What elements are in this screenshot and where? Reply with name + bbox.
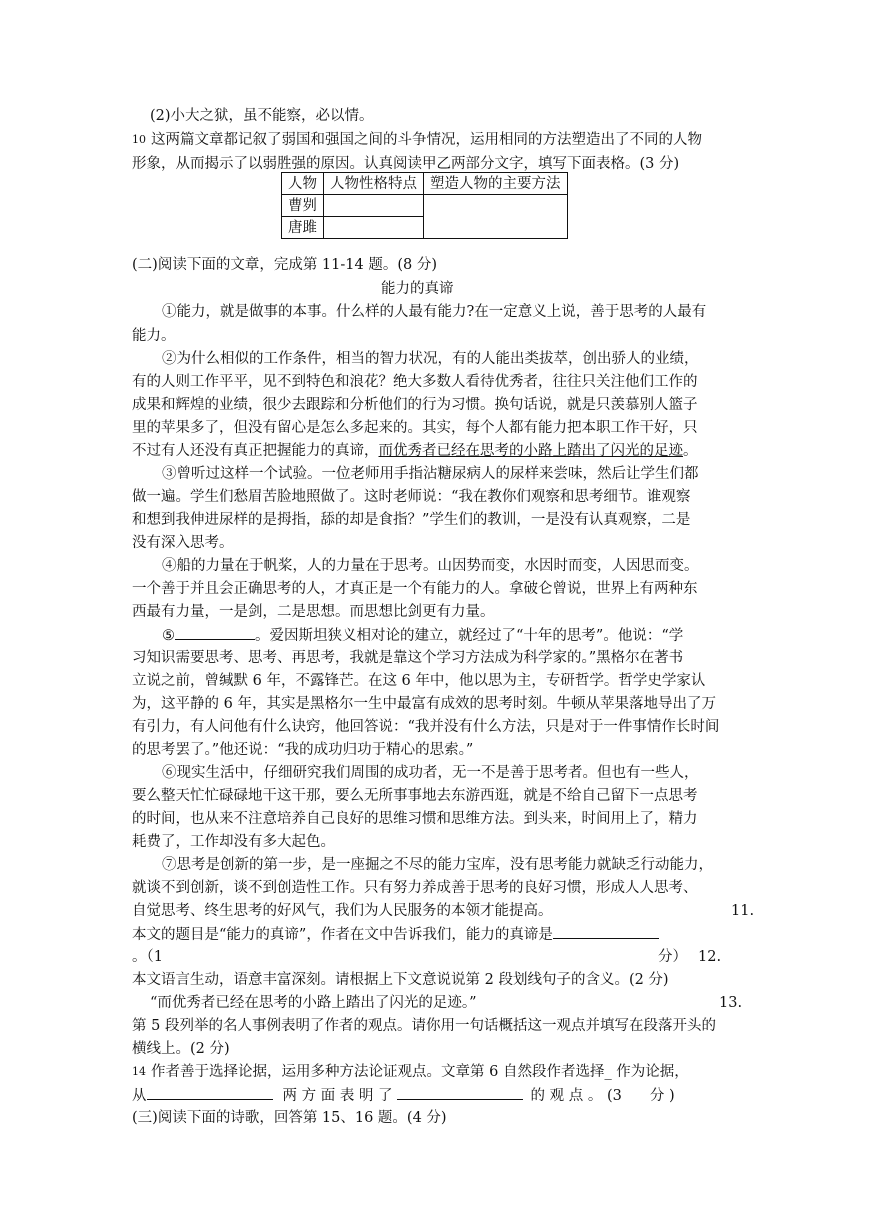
question-text: 作者善于选择论据，运用多种方法论证观点。文章第 6 自然段作者选择_ 作为论据， xyxy=(151,1064,689,1080)
question-number: 10 xyxy=(132,133,146,146)
text-span: 从 xyxy=(132,1088,147,1104)
answer-blank[interactable] xyxy=(553,924,659,939)
text-line: 耗费了，工作却没有多大起色。 xyxy=(132,834,335,850)
text-span: 。爱因斯坦狭义相对论的建立，就经过了“十年的思考”。他说：“学 xyxy=(255,628,684,644)
text-line: ②为什么相似的工作条件，相当的智力状况，有的人能出类拔萃，创出骄人的业绩， xyxy=(162,351,699,367)
text-line: 自觉思考、终生思考的好风气，我们为人民服务的本领才能提高。 xyxy=(132,903,553,919)
text-span: ⑤ xyxy=(162,628,175,644)
text-line xyxy=(132,441,698,461)
text-line: 成果和辉煌的业绩，很少去跟踪和分析他们的行为习惯。换句话说，就是只羡慕别人篮子 xyxy=(132,397,698,413)
text-span: 的 观 点 。 (3 xyxy=(530,1088,622,1104)
question-text: 第 5 段列举的名人事例表明了作者的观点。请你用一句话概括这一观点并填写在段落开头的 xyxy=(132,1018,716,1034)
text-line: 要么整天忙忙碌碌地干这干那，要么无所事事地去东游西逛，就是不给自己留下一点思考 xyxy=(132,788,698,804)
question-number: 13. xyxy=(719,995,743,1011)
answer-table xyxy=(281,172,568,239)
text-line: 为，这平静的 6 年，其实是黑格尔一生中最富有成效的思考时刻。牛顿从苹果落地导出了万 xyxy=(132,696,716,712)
question-text: 横线上。(2 分) xyxy=(132,1041,230,1057)
text-line: 习知识需要思考、思考、再思考，我就是靠这个学习方法成为科学家的。”黑格尔在著书 xyxy=(132,650,684,666)
text-line: 西最有力量，一是剑，二是思想。而思想比剑更有力量。 xyxy=(132,604,495,620)
table-cell: 唐雎 xyxy=(282,217,324,239)
text-line: ③曾听过这样一个试验。一位老师用手指沾糖尿病人的尿样来尝味，然后让学生们都 xyxy=(162,466,699,482)
text-line: 没有深入思考。 xyxy=(132,535,234,551)
text-line: ④船的力量在于帆桨，人的力量在于思考。山因势而变，水因时而变，人因思而变。 xyxy=(162,558,699,574)
text-line: 有的人则工作平平，见不到特色和浪花？绝大多数人看待优秀者，往往只关注他们工作的 xyxy=(132,374,698,390)
text-line: 这两篇文章都记叙了弱国和强国之间的斗争情况，运用相同的方法塑造出了不同的人物 xyxy=(151,132,702,148)
text-line: 立说之前，曾缄默 6 年，不露锋芒。在这 6 年中，他以思为主，专研哲学。哲学史学家认 xyxy=(132,673,706,689)
text-line: 就谈不到创新，谈不到创造性工作。只有努力养成善于思考的良好习惯，形成人人思考、 xyxy=(132,880,698,896)
quoted-sentence: “而优秀者已经在思考的小路上踏出了闪光的足迹。” xyxy=(150,995,477,1011)
text-line: 和想到我伸进尿样的是拇指，舔的却是食指？”学生们的教训，一是没有认真观察，二是 xyxy=(132,512,691,528)
text-span: 不过有人还没有真正把握能力的真谛， xyxy=(132,443,379,459)
underlined-sentence: 而优秀者已经在思考的小路上踏出了闪光的足迹 xyxy=(378,443,683,459)
score-text: 分 ) xyxy=(649,1088,675,1104)
text-line: ⑦思考是创新的第一步，是一座掘之不尽的能力宝库，没有思考能力就缺乏行动能力， xyxy=(162,857,713,873)
answer-blank[interactable] xyxy=(397,1085,523,1100)
section-intro: (三)阅读下面的诗歌，回答第 15、16 题。(4 分) xyxy=(132,1110,447,1126)
table-header: 人物性格特点 xyxy=(324,173,424,195)
text-line: 做一遍。学生们愁眉苦脸地照做了。这时老师说：“我在教你们观察和思考细节。谁观察 xyxy=(132,489,691,505)
table-header: 人物 xyxy=(282,173,324,195)
question-text xyxy=(132,924,659,945)
question-number: 11. xyxy=(731,903,755,919)
answer-blank[interactable] xyxy=(175,625,255,640)
question-number: 14 xyxy=(132,1065,146,1078)
text-line: ①能力，就是做事的本事。什么样的人最有能力?在一定意义上说，善于思考的人最有 xyxy=(162,304,707,320)
answer-cell[interactable] xyxy=(324,195,424,217)
text-line: 一个善于并且会正确思考的人，才真正是一个有能力的人。拿破仑曾说，世界上有两种东 xyxy=(132,581,698,597)
text-span: 。 xyxy=(683,443,698,459)
text-span: 本文的题目是“能力的真谛”，作者在文中告诉我们，能力的真谛是 xyxy=(132,927,553,943)
article-title: 能力的真谛 xyxy=(381,281,454,297)
answer-cell[interactable] xyxy=(324,217,424,239)
question-text: 本文语言生动，语意丰富深刻。请根据上下文意说说第 2 段划线句子的含义。(2 分) xyxy=(132,972,669,988)
text-line: ⑥现实生活中，仔细研究我们周围的成功者，无一不是善于思考者。但也有一些人， xyxy=(162,765,699,781)
text-line: (2)小大之狱，虽不能察，必以情。 xyxy=(150,108,374,124)
question-text: 。（1 xyxy=(132,949,163,965)
question-number: 12. xyxy=(698,949,722,965)
text-line: 里的苹果多了，但没有留心是怎么多起来的。其实，每个人都有能力把本职工作干好，只 xyxy=(132,420,698,436)
table-header: 塑造人物的主要方法 xyxy=(424,173,568,195)
answer-blank[interactable] xyxy=(147,1085,273,1100)
text-line xyxy=(162,625,683,646)
text-line: 形象，从而揭示了以弱胜强的原因。认真阅读甲乙两部分文字，填写下面表格。(3 分) xyxy=(132,156,680,172)
table-cell: 曹刿 xyxy=(282,195,324,217)
text-line: 有引力，有人问他有什么诀窍，他回答说：“我并没有什么方法，只是对于一件事情作长时间 xyxy=(132,719,720,735)
answer-cell[interactable] xyxy=(424,195,568,239)
text-line: 的时间，也从来不注意培养自己良好的思维习惯和思维方法。到头来，时间用上了，精力 xyxy=(132,811,698,827)
score-text: 分） xyxy=(658,949,687,965)
text-line: 的思考罢了。”他还说：“我的成功归功于精心的思索。” xyxy=(132,742,474,758)
question-text xyxy=(132,1085,675,1106)
section-intro: (二)阅读下面的文章，完成第 11-14 题。(8 分) xyxy=(132,257,437,273)
text-line: 能力。 xyxy=(132,328,176,344)
text-span: 两 方 面 表 明 了 xyxy=(282,1088,393,1104)
